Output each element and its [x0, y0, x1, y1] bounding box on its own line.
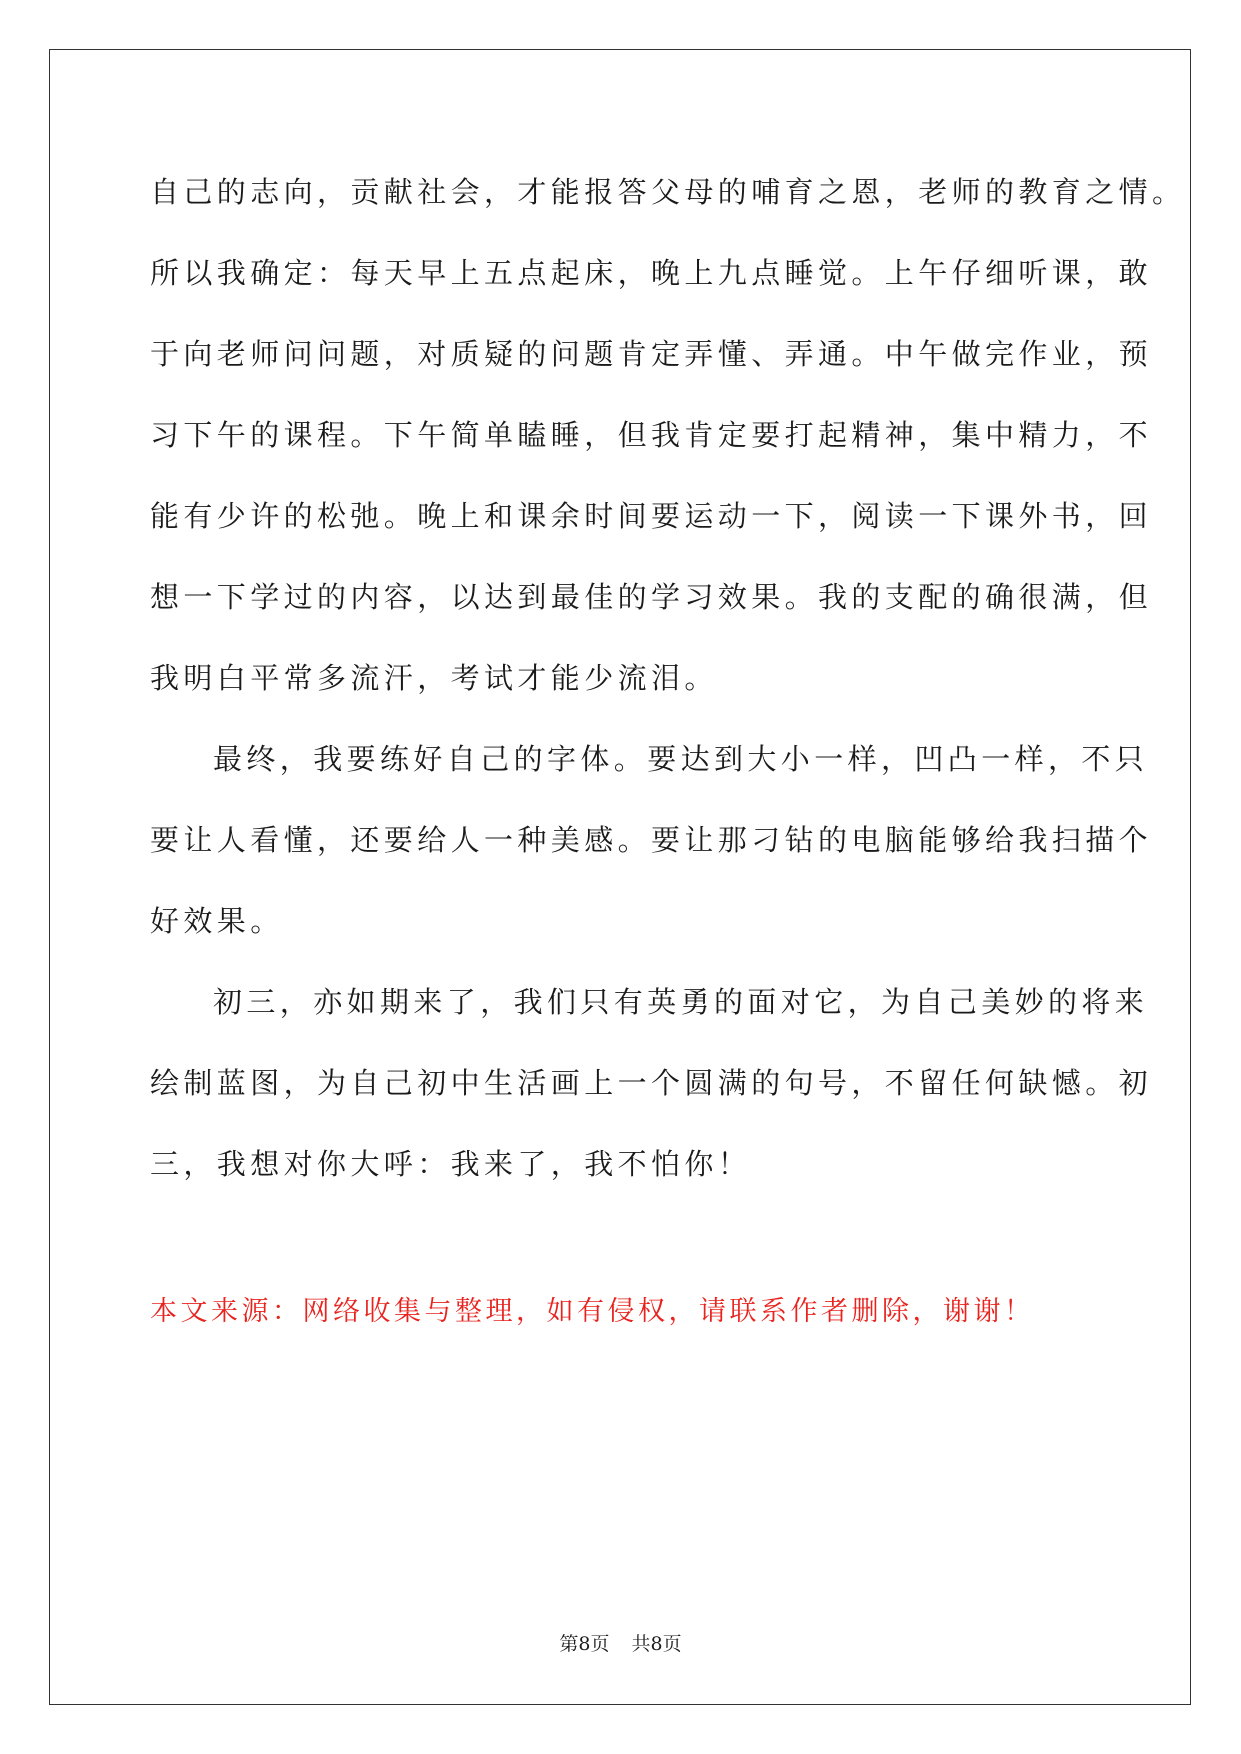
text-line: 要让人看懂，还要给人一种美感。要让那刁钻的电脑能够给我扫描个: [150, 823, 1153, 857]
text-line: 绘制蓝图，为自己初中生活画上一个圆满的句号，不留任何缺憾。初: [150, 1066, 1153, 1100]
text-line: 所以我确定：每天早上五点起床，晚上九点睡觉。上午仔细听课，敢: [150, 256, 1153, 290]
text-line: 三，我想对你大呼：我来了，我不怕你！: [150, 1147, 752, 1181]
text-line: 想一下学过的内容，以达到最佳的学习效果。我的支配的确很满，但: [150, 580, 1153, 614]
text-line: 最终，我要练好自己的字体。要达到大小一样，凹凸一样，不只: [213, 742, 1149, 776]
page-number-total: 共8页: [631, 1633, 682, 1655]
page-border: [49, 49, 1191, 1705]
page-footer: [0, 1632, 1241, 1656]
text-line: 于向老师问问题，对质疑的问题肯定弄懂、弄通。中午做完作业，预: [150, 337, 1153, 371]
text-line: 好效果。: [150, 904, 284, 938]
source-note: 本文来源：网络收集与整理，如有侵权，请联系作者删除，谢谢！: [150, 1296, 1035, 1327]
text-line: 我明白平常多流汗，考试才能少流泪。: [150, 661, 718, 695]
text-line: 自己的志向，贡献社会，才能报答父母的哺育之恩，老师的教育之情。: [150, 175, 1186, 209]
text-line: 习下午的课程。下午简单瞌睡，但我肯定要打起精神，集中精力，不: [150, 418, 1153, 452]
text-line: 初三，亦如期来了，我们只有英勇的面对它，为自己美妙的将来: [213, 985, 1149, 1019]
page-number-current: 第8页: [559, 1633, 610, 1655]
text-line: 能有少许的松弛。晚上和课余时间要运动一下，阅读一下课外书，回: [150, 499, 1153, 533]
